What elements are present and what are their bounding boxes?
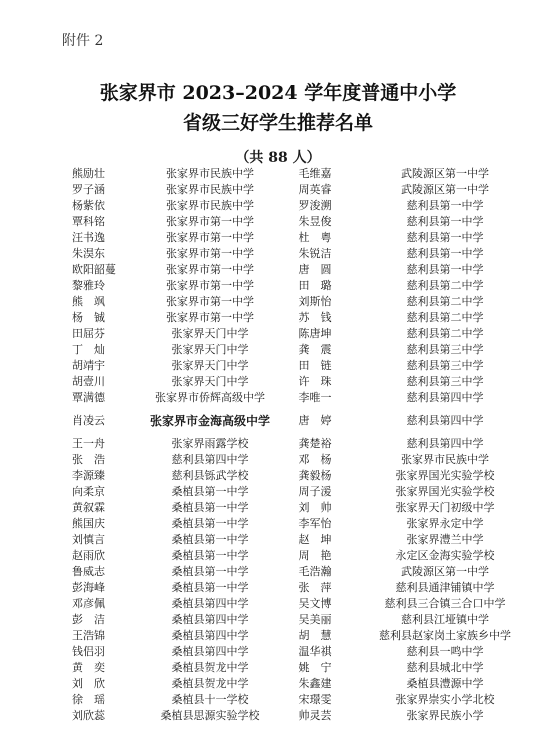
table-row (60, 278, 540, 294)
school-name-left: 桑植县第一中学 (171, 517, 249, 530)
school-name-right: 武陵源区第一中学 (401, 565, 489, 578)
school-name-right: 慈利县第三中学 (406, 375, 484, 388)
student-name-right: 李军怡 (298, 517, 332, 530)
school-name-right: 慈利县第二中学 (406, 327, 484, 340)
student-name-right: 毛维嘉 (298, 167, 332, 180)
student-name-left: 钱侣羽 (72, 645, 105, 658)
student-name-right: 张 萍 (298, 581, 332, 594)
student-name-right: 周 艳 (298, 549, 332, 562)
table-row (60, 708, 540, 724)
school-name-left: 张家界天门中学 (171, 343, 249, 356)
school-name-left: 桑植县第四中学 (171, 613, 249, 626)
table-row (60, 532, 540, 548)
school-name-left: 桑植县第一中学 (171, 485, 249, 498)
school-name-right: 慈利县第四中学 (406, 414, 484, 427)
school-name-right: 慈利县三合镇三合口中学 (384, 597, 506, 610)
student-name-left: 李源臻 (72, 469, 105, 482)
student-name-left: 王一舟 (72, 437, 105, 450)
school-name-left: 桑植县第一中学 (171, 565, 249, 578)
student-name-right: 田 链 (298, 359, 332, 372)
school-name-left: 张家界市民族中学 (166, 199, 254, 212)
table-row (60, 230, 540, 246)
school-name-right: 慈利县第一中学 (406, 215, 484, 228)
school-name-left: 慈利县铄武学校 (171, 469, 249, 482)
school-name-left: 桑植县第一中学 (171, 581, 249, 594)
table-row (60, 468, 540, 484)
student-name-left: 熊 飒 (72, 295, 105, 308)
student-name-left: 汪书逸 (72, 231, 105, 244)
table-row (60, 182, 540, 198)
student-name-right: 李唯一 (298, 391, 332, 404)
school-name-right: 张家界永定中学 (406, 517, 484, 530)
student-name-left: 朱淏东 (72, 247, 105, 260)
name-list-table (60, 166, 540, 724)
school-name-left: 张家界市民族中学 (166, 167, 254, 180)
table-row (60, 644, 540, 660)
student-name-left: 黎雅玲 (72, 279, 105, 292)
student-name-left: 欧阳韶蔓 (72, 263, 116, 276)
student-name-left: 邓彦佩 (72, 597, 105, 610)
student-name-right: 苏 钱 (298, 311, 332, 324)
student-name-right: 邓 杨 (298, 453, 332, 466)
student-name-right: 朱昱俊 (298, 215, 332, 228)
school-name-right: 慈利县第二中学 (406, 311, 484, 324)
student-name-left: 向柔京 (72, 485, 105, 498)
school-name-right: 慈利县第一中学 (406, 231, 484, 244)
school-name-left: 桑植县第一中学 (171, 501, 249, 514)
student-name-left: 丁 灿 (72, 343, 105, 356)
school-name-left: 桑植县第四中学 (171, 629, 249, 642)
student-name-right: 周子湲 (298, 485, 332, 498)
school-name-left: 张家界市第一中学 (166, 263, 254, 276)
table-row (60, 660, 540, 676)
student-name-left: 彭海峰 (72, 581, 105, 594)
document-subtitle: 省级三好学生推荐名单 (182, 112, 373, 134)
student-name-right: 刘 帅 (298, 501, 332, 514)
table-row (60, 484, 540, 500)
school-name-left: 张家界市第一中学 (166, 311, 254, 324)
student-name-right: 毛浩瀚 (298, 565, 332, 578)
school-name-left: 张家界天门中学 (171, 327, 249, 340)
student-name-right: 唐 圆 (298, 263, 332, 276)
student-name-left: 刘 欣 (72, 677, 105, 690)
student-name-left: 肖凌云 (72, 414, 105, 427)
table-row (60, 500, 540, 516)
school-name-right: 慈利县一鸣中学 (406, 645, 484, 658)
student-name-right: 朱鑫建 (298, 677, 332, 690)
student-name-left: 鲁威志 (72, 565, 105, 578)
table-row (60, 580, 540, 596)
table-row (60, 326, 540, 342)
student-name-right: 唐 婷 (298, 414, 332, 427)
school-name-left: 桑植县十一学校 (171, 693, 249, 706)
student-name-left: 彭 洁 (72, 613, 105, 626)
school-name-right: 慈利县第三中学 (406, 359, 484, 372)
student-name-right: 田 璐 (298, 279, 332, 292)
school-name-left: 桑植县贺龙中学 (171, 661, 249, 674)
total-count: （共 88 人） (235, 150, 321, 166)
student-name-left: 胡壹川 (72, 375, 105, 388)
student-name-left: 罗子涵 (72, 183, 105, 196)
school-name-right: 张家界天门初级中学 (395, 501, 495, 514)
student-name-left: 黄 奕 (72, 661, 105, 674)
school-name-right: 张家界澧兰中学 (406, 533, 484, 546)
student-name-right: 帅灵芸 (298, 709, 332, 722)
table-row (60, 390, 540, 406)
student-name-left: 杨紫依 (72, 199, 105, 212)
attachment-label: 附件 2 (62, 33, 104, 49)
school-name-left: 慈利县第四中学 (171, 453, 249, 466)
student-name-right: 周英睿 (298, 183, 332, 196)
student-name-right: 吴美丽 (298, 613, 332, 626)
student-name-right: 吴文博 (298, 597, 332, 610)
school-name-right: 张家界国光实验学校 (395, 485, 495, 498)
table-row (60, 342, 540, 358)
table-row (60, 262, 540, 278)
school-name-right: 张家界民族小学 (406, 709, 484, 722)
table-row (60, 548, 540, 564)
school-name-left: 张家界市民族中学 (166, 183, 254, 196)
student-name-left: 杨 铖 (72, 311, 105, 324)
school-name-left: 桑植县思源实验学校 (160, 709, 260, 722)
school-name-right: 张家界市民族中学 (401, 453, 489, 466)
school-name-right: 武陵源区第一中学 (401, 167, 489, 180)
school-name-left: 桑植县贺龙中学 (171, 677, 249, 690)
student-name-right: 许 珠 (298, 375, 332, 388)
school-name-right: 慈利县第二中学 (406, 295, 484, 308)
school-name-left: 桑植县第一中学 (171, 549, 249, 562)
school-name-left: 张家界天门中学 (171, 359, 249, 372)
table-row (60, 596, 540, 612)
student-name-left: 赵雨欣 (72, 549, 105, 562)
student-name-left: 张 浩 (72, 453, 105, 466)
school-name-left: 张家界市第一中学 (166, 279, 254, 292)
student-name-right: 龚 震 (298, 343, 332, 356)
student-name-left: 覃满德 (72, 391, 105, 404)
table-row (60, 612, 540, 628)
school-name-right: 慈利县第一中学 (406, 263, 484, 276)
student-name-right: 杜 粤 (298, 231, 332, 244)
student-name-right: 姚 宁 (298, 661, 332, 674)
school-name-right: 张家界国光实验学校 (395, 469, 495, 482)
table-row (60, 436, 540, 452)
school-name-right: 慈利县第四中学 (406, 391, 484, 404)
table-row (60, 310, 540, 326)
student-name-right: 胡 慧 (298, 629, 332, 642)
student-name-right: 龚毅杨 (298, 469, 332, 482)
student-name-right: 龚楚裕 (298, 437, 332, 450)
school-name-right: 桑植县澧源中学 (406, 677, 484, 690)
student-name-right: 宋璟雯 (298, 693, 332, 706)
school-name-left: 张家界市第一中学 (166, 295, 254, 308)
table-row (60, 516, 540, 532)
student-name-right: 刘斯怡 (298, 295, 332, 308)
school-name-right: 慈利县第一中学 (406, 247, 484, 260)
school-name-right: 慈利县城北中学 (406, 661, 484, 674)
student-name-right: 温华祺 (298, 645, 332, 658)
student-name-left: 熊国庆 (72, 517, 105, 530)
table-row (60, 214, 540, 230)
student-name-right: 罗浚溯 (298, 199, 332, 212)
student-name-right: 陈唐坤 (298, 327, 332, 340)
school-name-right: 慈利县第二中学 (406, 279, 484, 292)
school-name-left: 张家界市第一中学 (166, 215, 254, 228)
student-name-left: 覃科铭 (72, 215, 105, 228)
table-row (60, 692, 540, 708)
table-row (60, 166, 540, 182)
student-name-left: 田屈芬 (72, 327, 105, 340)
school-name-left: 桑植县第四中学 (171, 597, 249, 610)
school-name-right: 慈利县第四中学 (406, 437, 484, 450)
student-name-left: 刘欣蕊 (72, 709, 105, 722)
school-name-right: 慈利县赵家岗土家族乡中学 (379, 629, 511, 642)
table-row (60, 294, 540, 310)
student-name-left: 黄叙霖 (72, 501, 105, 514)
table-row (60, 628, 540, 644)
table-row (60, 564, 540, 580)
student-name-right: 赵 坤 (298, 533, 332, 546)
school-name-right: 武陵源区第一中学 (401, 183, 489, 196)
school-name-right: 慈利县江垭镇中学 (401, 613, 489, 626)
school-name-left: 桑植县第四中学 (171, 645, 249, 658)
student-name-right: 朱锐洁 (298, 247, 332, 260)
school-name-left: 张家界市侨辉高级中学 (155, 391, 265, 404)
student-name-left: 徐 瑶 (72, 693, 105, 706)
document-title: 张家界市 2023–2024 学年度普通中小学 (99, 82, 457, 104)
school-name-left: 张家界天门中学 (171, 375, 249, 388)
table-row (60, 676, 540, 692)
school-name-right: 永定区金海实验学校 (395, 549, 495, 562)
school-name-left: 张家界市第一中学 (166, 247, 254, 260)
school-name-left: 张家界市第一中学 (166, 231, 254, 244)
school-name-left: 张家界雨露学校 (171, 437, 249, 450)
school-name-right: 慈利县第一中学 (406, 199, 484, 212)
table-row (60, 198, 540, 214)
school-name-right: 慈利县通津铺镇中学 (395, 581, 495, 594)
table-row (60, 374, 540, 390)
school-name-right: 张家界崇实小学北校 (395, 693, 495, 706)
student-name-left: 熊励壮 (72, 167, 105, 180)
school-name-left: 桑植县第一中学 (171, 533, 249, 546)
student-name-left: 王浩锦 (72, 629, 105, 642)
table-row (60, 246, 540, 262)
school-name-right: 慈利县第三中学 (406, 343, 484, 356)
student-name-left: 刘慎言 (72, 533, 105, 546)
table-row (60, 406, 540, 436)
table-row (60, 452, 540, 468)
student-name-left: 胡靖宇 (72, 359, 105, 372)
table-row (60, 358, 540, 374)
school-name-left: 张家界市金海高级中学 (149, 414, 270, 428)
